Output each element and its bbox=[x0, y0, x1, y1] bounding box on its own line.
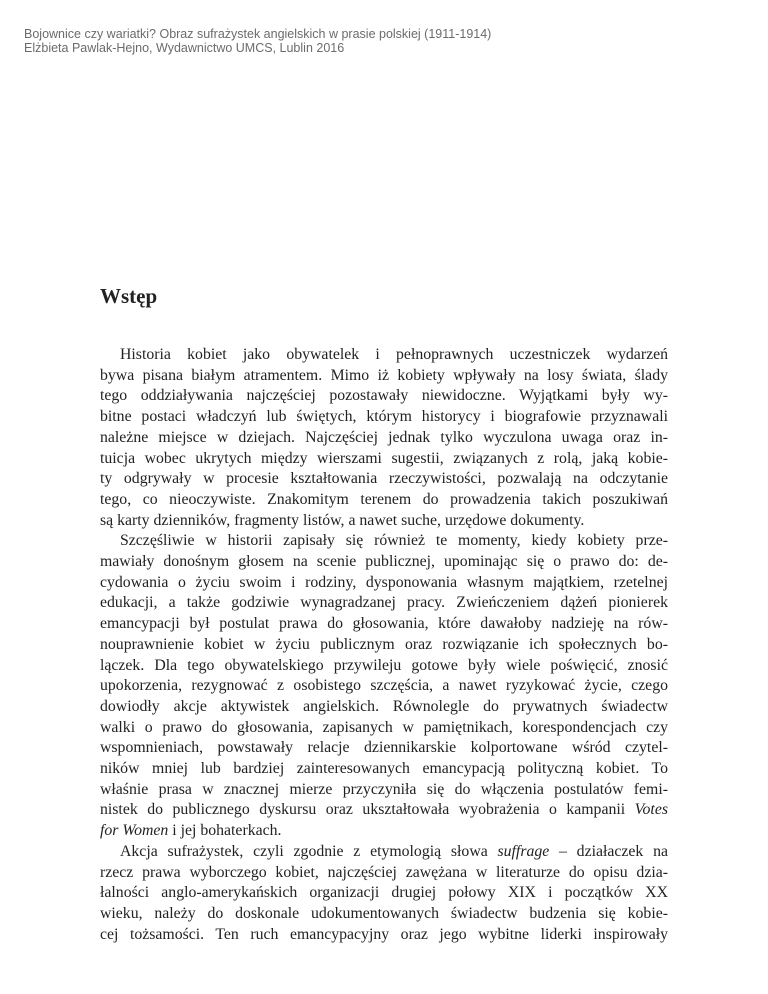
text-fragment: – działaczek na bbox=[549, 842, 668, 860]
text-line: walki o prawo do głosowania, zapisanych w pamiętnikach, korespondencjach czy bbox=[100, 718, 668, 736]
document-header bbox=[24, 27, 491, 55]
text-line: wieku, należy do doskonale udokumentowanych świadectw budzenia się kobie- bbox=[100, 904, 668, 922]
text-line: wspomnieniach, powstawały relacje dziennikarskie kolportowane wśród czytel- bbox=[100, 739, 668, 757]
text-line: łalności anglo-amerykańskich organizacji drugiej połowy XIX i początków XX bbox=[100, 884, 668, 902]
text-line: bitne postaci władczyń lub świętych, którym historycy i biografowie przyznawali bbox=[100, 408, 668, 426]
text-line: właśnie prasa w znacznej mierze przyczyniła się do włączenia postulatów femi- bbox=[100, 780, 668, 798]
text-line: upokorzenia, rezygnować z osobistego szczęścia, a nawet ryzykować życie, czego bbox=[100, 677, 668, 695]
text-line: tego oddziaływania najczęściej pozostawały niewidoczne. Wyjątkami były wy- bbox=[100, 387, 668, 405]
text-line: mawiały donośnym głosem na scenie publicznej, upominając się o prawo do: de- bbox=[100, 553, 668, 571]
text-line: bywa pisana białym atramentem. Mimo iż kobiety wpływały na losy świata, ślady bbox=[100, 366, 668, 384]
chapter-title: Wstęp bbox=[100, 284, 158, 308]
text-line bbox=[100, 800, 668, 821]
text-line: cej tożsamości. Ten ruch emancypacyjny oraz jego wybitne liderki inspirowały bbox=[100, 925, 668, 943]
text-line: dowiodły akcje aktywistek angielskich. Równolegle do prywatnych świadectw bbox=[100, 697, 668, 715]
italic-title: Votes bbox=[634, 801, 668, 819]
text-line: ników mniej lub bardziej zainteresowanych emancypacją polityczną kobiet. To bbox=[100, 760, 668, 778]
text-line: rzecz prawa wyborczego kobiet, najczęściej zawężana w literaturze do opisu dzia- bbox=[100, 863, 668, 881]
text-line: należne miejsce w dziejach. Najczęściej jednak tylko wyczulona uwaga oraz in- bbox=[100, 428, 668, 446]
header-book-title: Bojownice czy wariatki? Obraz sufrażystek angielskich w prasie polskiej (1911-1914) bbox=[24, 27, 492, 41]
text-line: ty odgrywały w procesie kształtowania rzeczywistości, pozwalają na odczytanie bbox=[100, 470, 668, 488]
text-fragment: Akcja sufrażystek, czyli zgodnie z etymologią słowa bbox=[120, 842, 488, 860]
text-line bbox=[100, 842, 668, 863]
text-line: cydowania o życiu swoim i rodziny, dysponowania własnym majątkiem, rzetelnej bbox=[100, 573, 668, 591]
text-line: edukacji, a także godziwie wynagradzanej pracy. Zwieńczeniem dążeń pionierek bbox=[100, 594, 668, 612]
text-fragment: nistek do publicznego dyskursu oraz ukształtowała wyobrażenia o kampanii bbox=[100, 801, 626, 819]
italic-term: suffrage bbox=[497, 842, 550, 860]
text-line: emancypacji był postulat prawa do głosowania, które dawałoby nadzieję na rów- bbox=[100, 615, 668, 633]
chapter-body bbox=[100, 345, 668, 945]
text-line: Historia kobiet jako obywatelek i pełnoprawnych uczestniczek wydarzeń bbox=[120, 346, 668, 363]
header-author-publisher: Elżbieta Pawlak-Hejno, Wydawnictwo UMCS, Lublin 2016 bbox=[24, 41, 345, 55]
text-line: są karty dzienników, fragmenty listów, a nawet suche, urzędowe dokumenty. bbox=[100, 511, 585, 529]
text-line bbox=[100, 821, 668, 842]
text-fragment: i jej bohaterkach. bbox=[168, 822, 282, 840]
text-line: lączek. Dla tego obywatelskiego przywileju gotowe były wiele poświęcić, znosić bbox=[100, 656, 668, 674]
text-line: nouprawnienie kobiet w życiu publicznym oraz rozwiązanie ich społecznych bo- bbox=[100, 635, 668, 653]
text-line: Szczęśliwie w historii zapisały się również te momenty, kiedy kobiety prze- bbox=[120, 532, 668, 550]
italic-title: for Women bbox=[100, 822, 169, 840]
text-line: tuicja wobec ukrytych między wierszami sugestii, związanych z rolą, jaką kobie- bbox=[100, 449, 668, 467]
text-line: tego, co nieoczywiste. Znakomitym terenem do prowadzenia takich poszukiwań bbox=[100, 490, 668, 508]
